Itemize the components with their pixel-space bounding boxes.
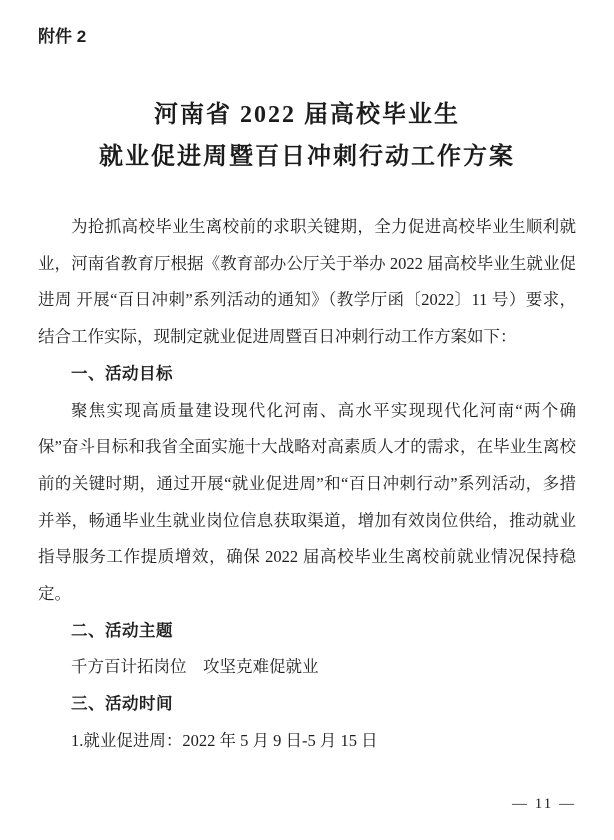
attachment-label: 附件 2 (38, 27, 87, 46)
section-2-paragraph: 千方百计拓岗位 攻坚克难促就业 (71, 657, 319, 677)
document-title (38, 94, 576, 178)
section-1-paragraph: 聚焦实现高质量建设现代化河南、高水平实现现代化河南“两个确保”奋斗目标和我省全面实施十大战略对高素质人才的需求，在毕业生离校前的关键时期，通过开展“就业促进周”和“百日冲刺行动”系列活动，多措并举，畅通毕业生就业岗位信息获取渠道，增加有效岗位供给，推动就业指导服务工作提质增效，确保 2022 届高校毕业生离校前就业情况保持稳定。 (38, 400, 576, 604)
section-3-heading: 三、活动时间 (71, 695, 173, 714)
title-line-1: 河南省 2022 届高校毕业生 (154, 102, 460, 128)
section-2-heading: 二、活动主题 (71, 621, 173, 640)
section-3-paragraph: 1.就业促进周：2022 年 5 月 9 日-5 月 15 日 (71, 730, 378, 750)
page-number: — 11 — (512, 796, 576, 812)
document-body (38, 209, 576, 760)
title-line-2: 就业促进周暨百日冲刺行动工作方案 (99, 144, 515, 170)
section-1-heading: 一、活动目标 (71, 364, 173, 383)
intro-paragraph: 为抢抓高校毕业生离校前的求职关键期，全力促进高校毕业生顺利就业，河南省教育厅根据《教育部办公厅关于举办 2022 届高校毕业生就业促进周 开展“百日冲刺”系列活动的通知》（教学厅函〔2022〕11 号）要求，结合工作实际，现制定就业促进周暨百日冲刺行动工作方案如下： (38, 217, 576, 347)
